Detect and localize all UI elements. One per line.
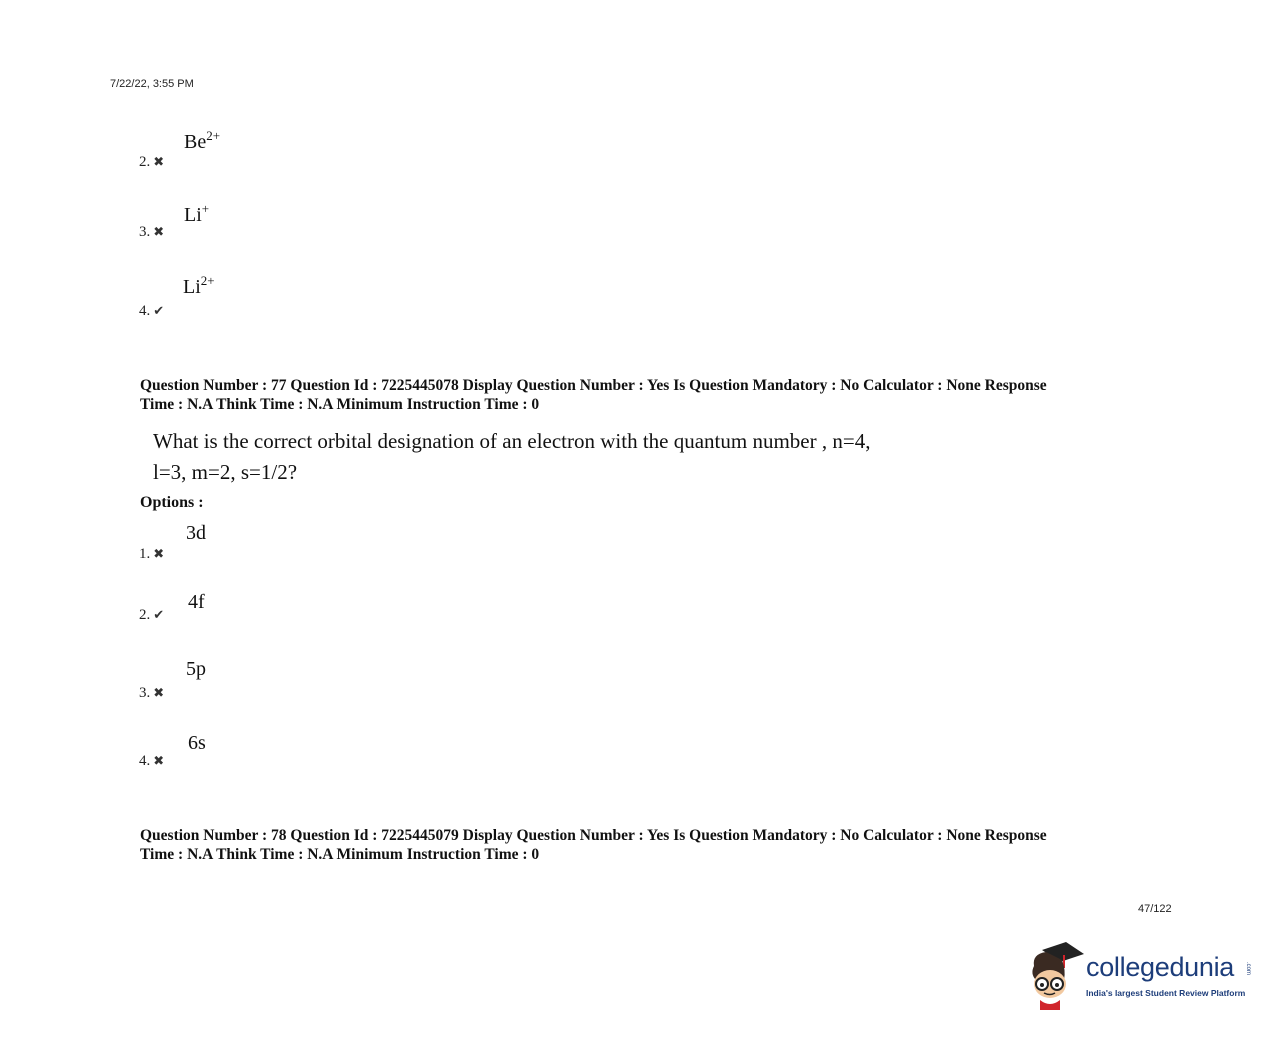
question-text-line: What is the correct orbital designation of an electron with the quantum number , n=4,	[153, 429, 871, 453]
wrong-mark-icon: ✖	[153, 225, 165, 240]
wrong-mark-icon: ✖	[153, 754, 165, 769]
option-text: Li+	[184, 201, 210, 226]
logo-suffix: .com	[1245, 962, 1251, 976]
collegedunia-logo	[1024, 940, 1264, 1010]
option-number: 2. ✔	[139, 607, 165, 623]
options-label: Options :	[140, 494, 204, 511]
logo-wordmark: collegedunia	[1086, 952, 1235, 982]
question-meta-line: Question Number : 77 Question Id : 7225445078 Display Question Number : Yes Is Question Mandatory : No Calculator : None Response	[140, 377, 1047, 394]
option-number: 3. ✖	[139, 224, 165, 240]
correct-mark-icon: ✔	[153, 608, 165, 623]
question-meta-line: Time : N.A Think Time : N.A Minimum Instruction Time : 0	[140, 846, 540, 863]
wrong-mark-icon: ✖	[153, 547, 165, 562]
option-number: 4. ✔	[139, 303, 165, 319]
question-meta	[140, 826, 1170, 864]
wrong-mark-icon: ✖	[153, 155, 165, 170]
print-timestamp: 7/22/22, 3:55 PM	[110, 78, 194, 90]
option-text: $Be^{2+}$	[184, 128, 221, 153]
question-meta-line: Time : N.A Think Time : N.A Minimum Instruction Time : 0	[140, 396, 540, 413]
question-meta	[140, 376, 1170, 414]
option-number: 4. ✖	[139, 753, 165, 769]
correct-mark-icon: ✔	[153, 304, 165, 319]
wrong-mark-icon: ✖	[153, 686, 165, 701]
option-text: 4f	[188, 591, 205, 613]
option-text: 3d	[186, 522, 206, 544]
logo-tagline: India's largest Student Review Platform	[1086, 988, 1246, 998]
option-number: 1. ✖	[139, 546, 165, 562]
option-text: $Li^{2+}$	[183, 273, 215, 298]
option-text: 6s	[188, 732, 206, 754]
option-number: 3. ✖	[139, 685, 165, 701]
question-text-line: l=3, m=2, s=1/2?	[153, 460, 298, 484]
mascot-icon	[1024, 940, 1086, 1010]
question-text	[153, 426, 953, 488]
option-text: 5p	[186, 658, 206, 680]
question-meta-line: Question Number : 78 Question Id : 7225445079 Display Question Number : Yes Is Question Mandatory : No Calculator : None Response	[140, 827, 1047, 844]
option-number: 2. ✖	[139, 154, 165, 170]
page-number: 47/122	[1138, 903, 1172, 915]
